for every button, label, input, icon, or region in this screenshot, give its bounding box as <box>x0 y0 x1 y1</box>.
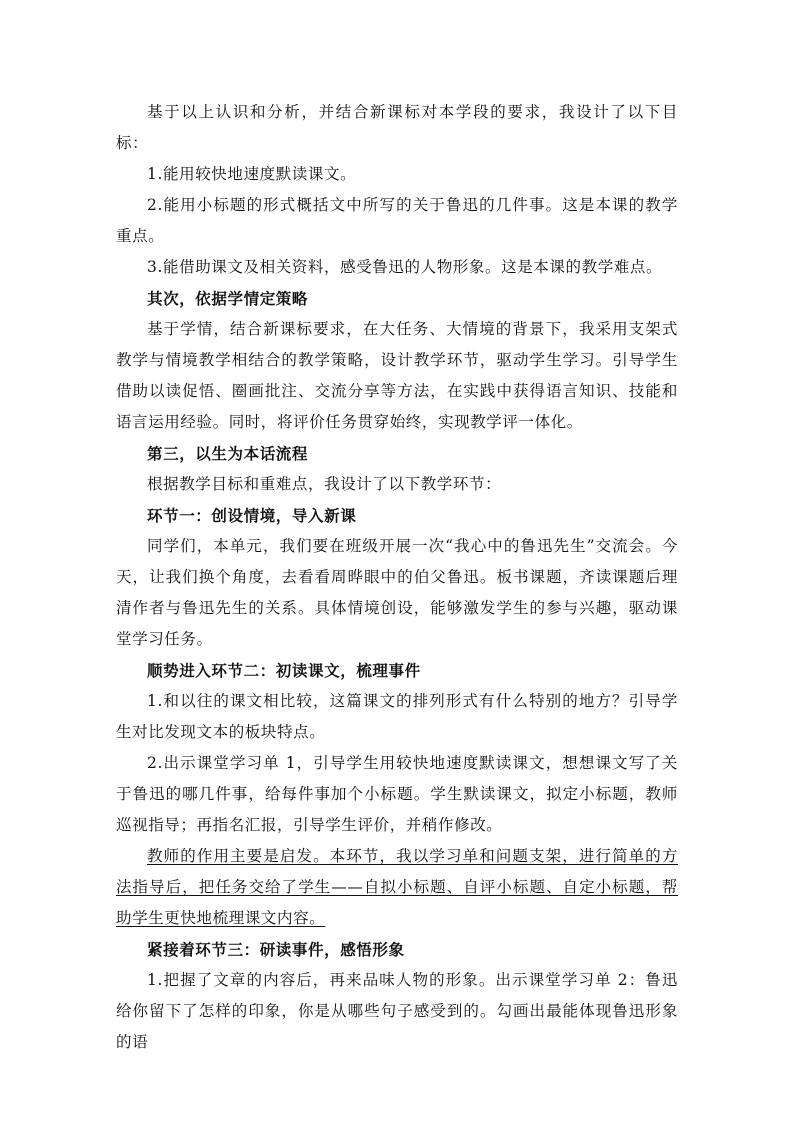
step-3-item-1: 1.把握了文章的内容后，再来品味人物的形象。出示课堂学习单 2：鲁迅给你留下了怎样的印象，你是从哪些句子感受到的。勾画出最能体现鲁迅形象的语 <box>116 971 678 1051</box>
paragraph-process-intro: 根据教学目标和重难点，我设计了以下教学环节： <box>147 475 502 493</box>
section-heading-process: 第三，以生为本话流程 <box>147 444 309 463</box>
underlined-note: 教师的作用主要是启发。本环节，我以学习单和问题支架，进行简单的方法指导后，把任务交给了学生——自拟小标题、自评小标题、自定小标题，帮助学生更快地梳理课文内容。 <box>116 847 678 927</box>
paragraph-step-1: 同学们，本单元，我们要在班级开展一次“我心中的鲁迅先生”交流会。今天，让我们换个角度，去看看周晔眼中的伯父鲁迅。板书课题，齐读课题后理清作者与鲁迅先生的关系。具体情境创设，能够激发学生的参与兴趣，驱动课堂学习任务。 <box>116 537 678 648</box>
goal-item-3: 3.能借助课文及相关资料，感受鲁迅的人物形象。这是本课的教学难点。 <box>147 258 663 276</box>
document-body <box>116 97 678 1058</box>
goal-item-2: 2.能用小标题的形式概括文中所写的关于鲁迅的几件事。这是本课的教学重点。 <box>116 196 678 245</box>
step-2-item-2: 2.出示课堂学习单 1，引导学生用较快地速度默读课文，想想课文写了关于鲁迅的哪几件事，给每件事加个小标题。学生默读课文，拟定小标题，教师巡视指导；再指名汇报，引导学生评价，并稍作修改。 <box>116 754 678 834</box>
goal-item-1: 1.能用较快地速度默读课文。 <box>147 165 357 183</box>
paragraph-strategy: 基于学情，结合新课标要求，在大任务、大情境的背景下，我采用支架式教学与情境教学相结合的教学策略，设计教学环节，驱动学生学习。引导学生借助以读促悟、圈画批注、交流分享等方法，在实践中获得语言知识、技能和语言运用经验。同时，将评价任务贯穿始终，实现教学评一体化。 <box>116 320 678 431</box>
section-heading-step-3: 紧接着环节三：研读事件，感悟形象 <box>147 940 405 959</box>
section-heading-strategy: 其次，依据学情定策略 <box>147 289 309 308</box>
step-2-item-1: 1.和以往的课文相比较，这篇课文的排列形式有什么特别的地方？引导学生对比发现文本的板块特点。 <box>116 692 678 741</box>
paragraph-intro: 基于以上认识和分析，并结合新课标对本学段的要求，我设计了以下目标： <box>116 103 678 152</box>
section-heading-step-2: 顺势进入环节二：初读课文，梳理事件 <box>147 661 421 680</box>
section-heading-step-1: 环节一：创设情境，导入新课 <box>147 506 357 525</box>
